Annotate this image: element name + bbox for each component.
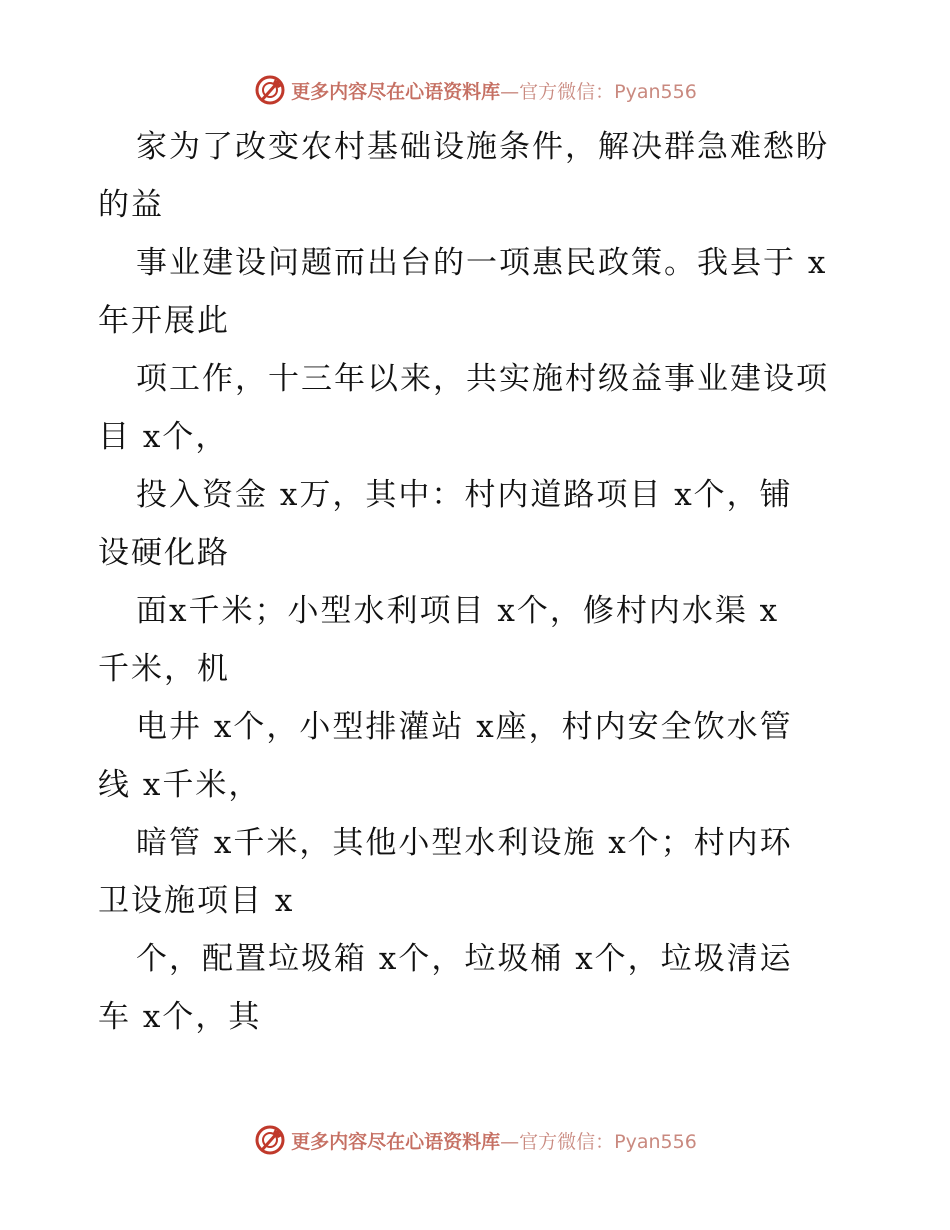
body-line: 目 x个， [98, 419, 229, 455]
seal-logo-icon [253, 73, 287, 107]
body-line: 投入资金 x万，其中：村内道路项目 x个，铺 [136, 477, 793, 513]
body-line: 年开展此 [98, 303, 230, 339]
body-line: 事业建设问题而出台的一项惠民政策。我县于 x [136, 245, 828, 281]
body-line: 暗管 x千米，其他小型水利设施 x个；村内环 [136, 825, 793, 861]
body-line: 的益 [98, 187, 164, 223]
seal-logo-icon [253, 1123, 287, 1157]
body-line: 千米，机 [98, 651, 230, 687]
header-banner [0, 70, 950, 110]
banner-text [291, 77, 697, 104]
body-line: 个，配置垃圾箱 x个，垃圾桶 x个，垃圾清运 [136, 941, 793, 977]
body-line: 项工作，十三年以来，共实施村级益事业建设项 [136, 361, 829, 397]
banner-text [291, 1127, 697, 1154]
banner-tail: —官方微信：Pyan556 [500, 1130, 697, 1153]
body-line: 面x千米；小型水利项目 x个，修村内水渠 x [136, 593, 780, 629]
body-line: 设硬化路 [98, 535, 230, 571]
body-line: 家为了改变农村基础设施条件，解决群急难愁盼 [136, 129, 829, 165]
body-line: 电井 x个，小型排灌站 x座，村内安全饮水管 [136, 709, 793, 745]
footer-banner [0, 1120, 950, 1160]
banner-tail: —官方微信：Pyan556 [500, 80, 697, 103]
body-line: 卫设施项目 x [98, 883, 295, 919]
banner-lead: 更多内容尽在心语资料库 [291, 1130, 501, 1153]
banner-lead: 更多内容尽在心语资料库 [291, 80, 501, 103]
body-line: 线 x千米， [98, 767, 262, 803]
body-line: 车 x个，其 [98, 999, 262, 1035]
document-body [98, 118, 858, 1046]
